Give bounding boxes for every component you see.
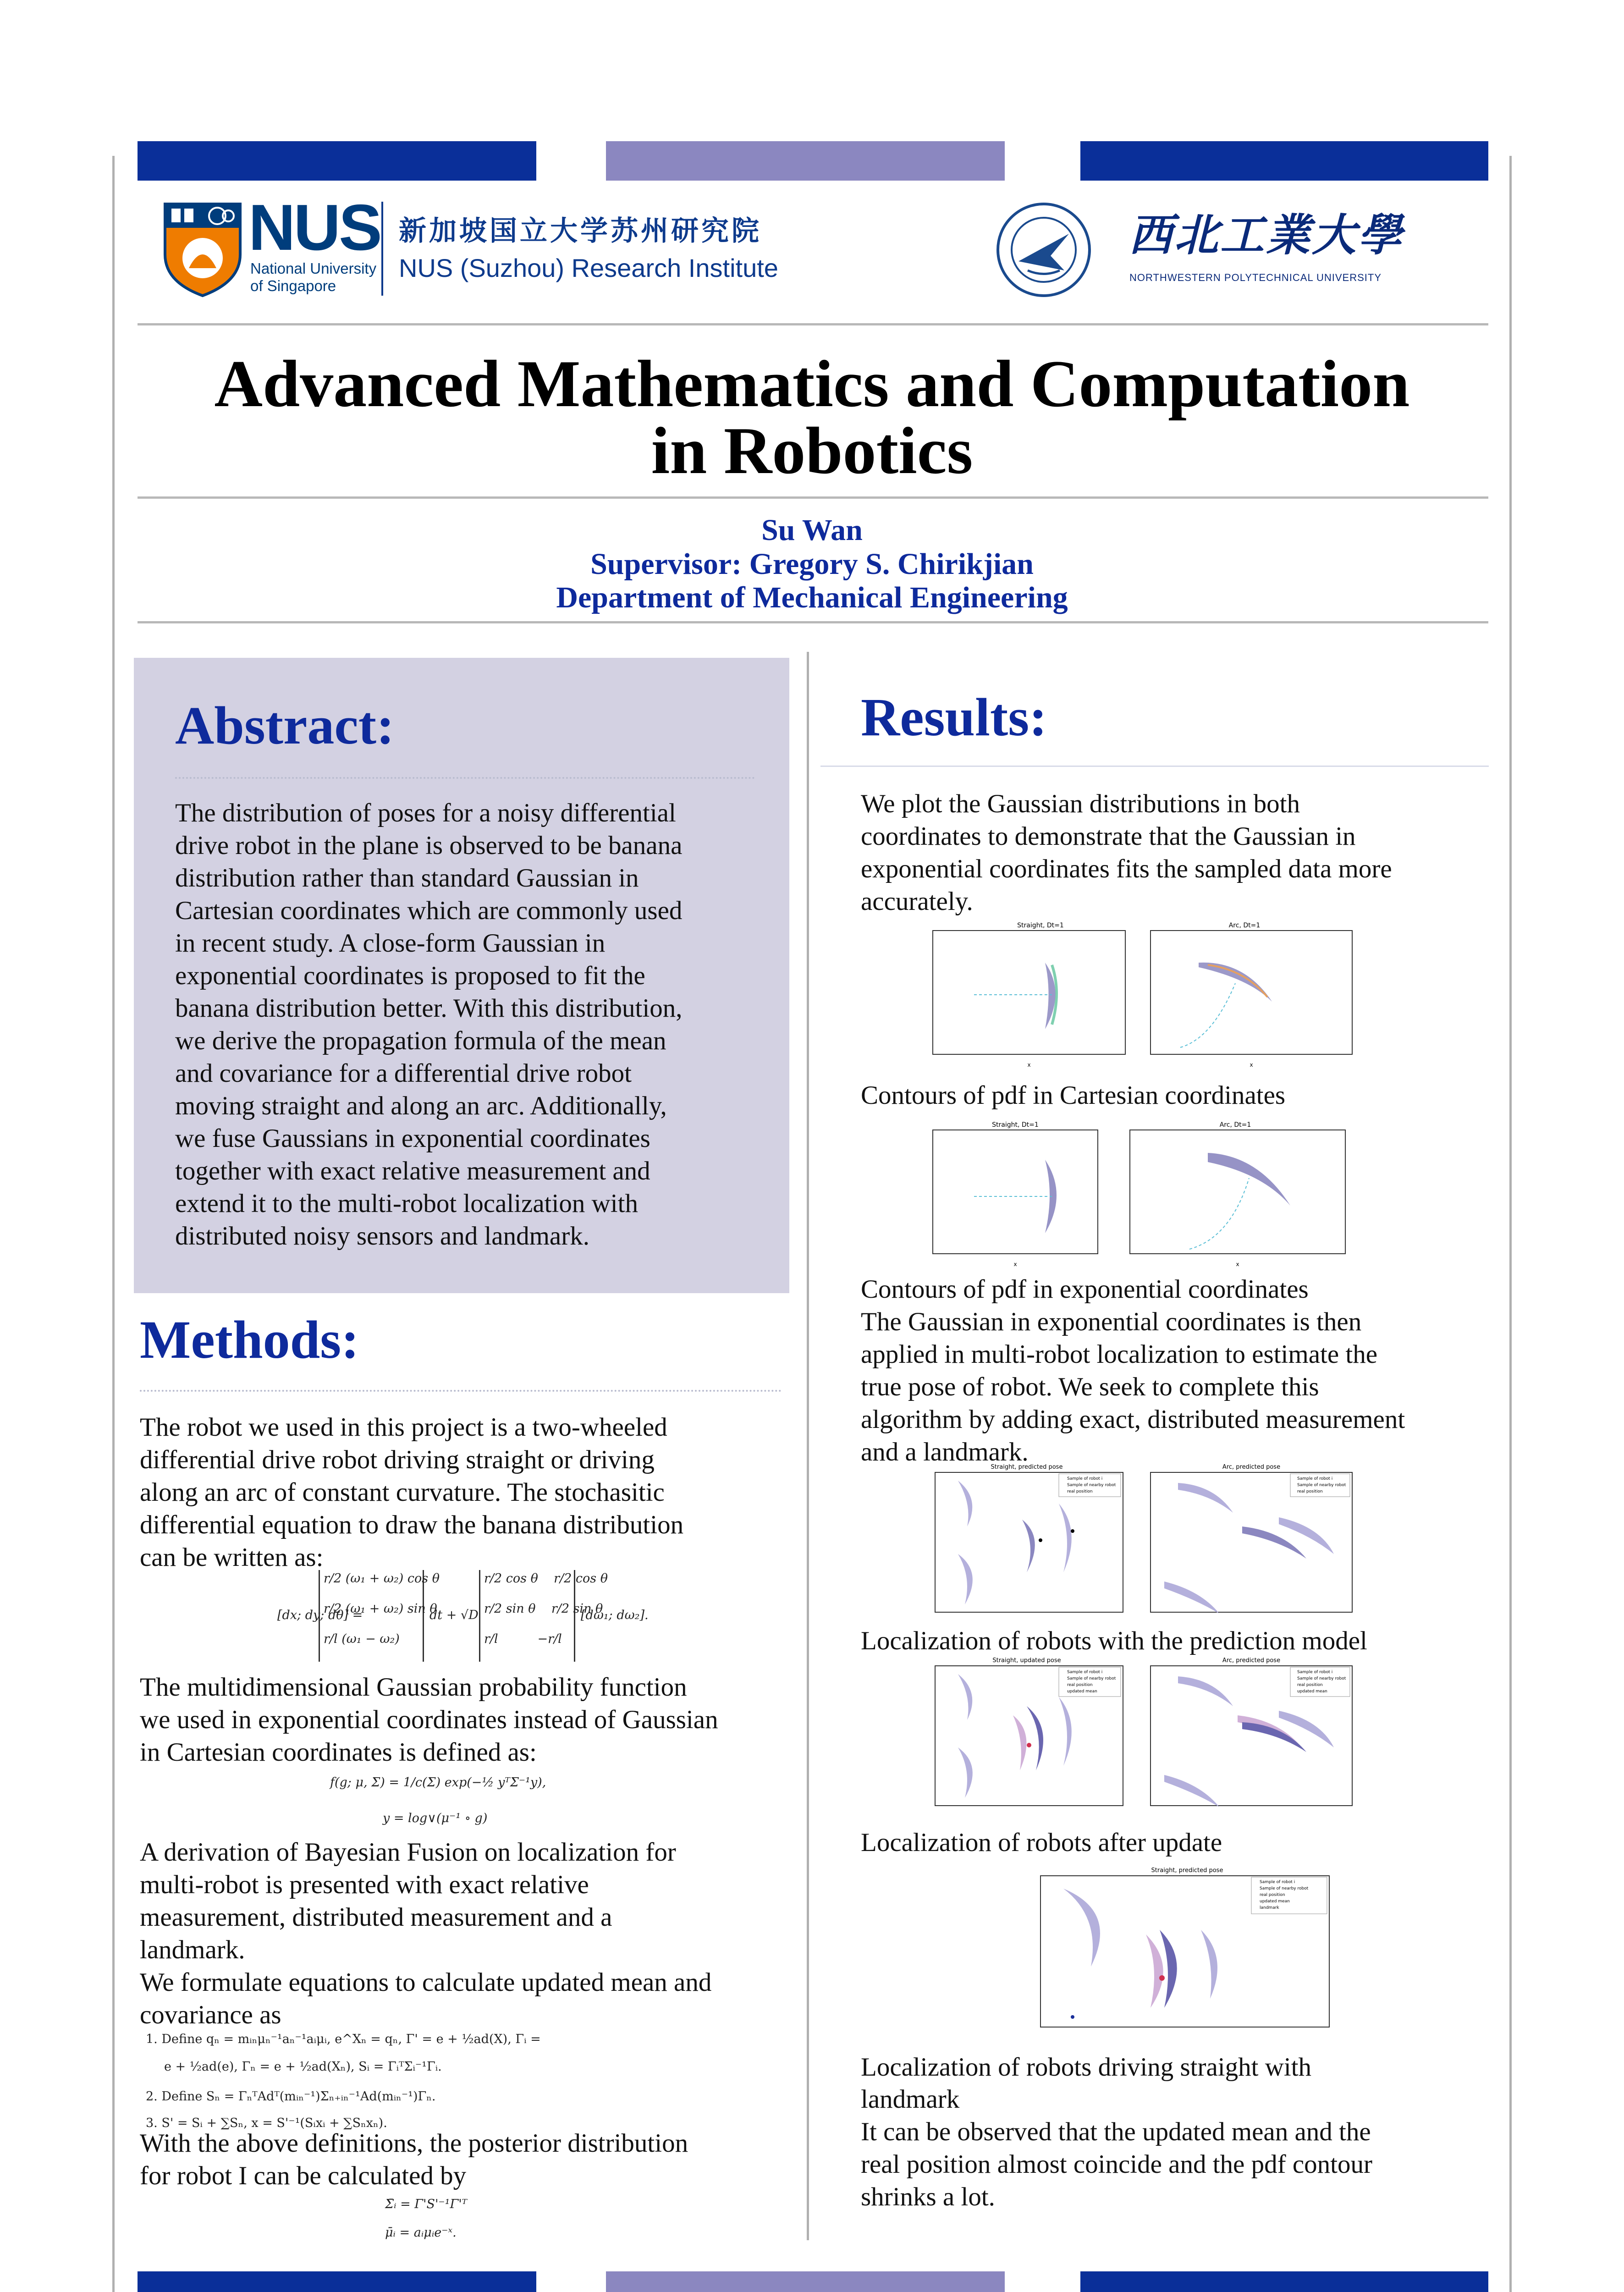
methods-paragraph-1 xyxy=(140,1411,800,1574)
fig3-right-legend-2: Sample of nearby robot xyxy=(1297,1483,1346,1488)
poster-title-line-1: Advanced Mathematics and Computation xyxy=(214,347,1410,421)
fig4-left-cluster-2 xyxy=(958,1747,973,1798)
gaussian-equation: f(g; μ, Σ) = 1/c(Σ) exp(−½ yᵀΣ⁻¹y), xyxy=(330,1775,546,1790)
fig3-right-legend-3: real position xyxy=(1297,1489,1323,1494)
methods-line: differential equation to draw the banana distribution xyxy=(140,1510,684,1539)
top-bar-left xyxy=(138,141,536,181)
abstract-line: distribution rather than standard Gaussian in xyxy=(175,864,639,893)
caption-exponential: Contours of pdf in exponential coordinates xyxy=(861,1275,1309,1304)
abstract-line: and covariance for a differential drive robot xyxy=(175,1059,632,1088)
fig3-left-real-2 xyxy=(1071,1529,1074,1533)
abstract-heading-underline xyxy=(175,777,755,779)
suzhou-institute-en: NUS (Suzhou) Research Institute xyxy=(399,253,778,282)
nwpu-seal-icon xyxy=(996,202,1092,298)
fig4-left-cluster-1 xyxy=(958,1674,972,1720)
sde-drift-row: r/2 (ω₁ + ω₂) cos θ xyxy=(324,1571,440,1586)
results-line: real position almost coincide and the pdf contour xyxy=(861,2150,1372,2179)
fig4-left-cluster-4 xyxy=(1027,1706,1043,1770)
abstract-text xyxy=(175,797,780,1252)
figure-exponential-svg xyxy=(914,1118,1373,1270)
fig3-left-cluster-2 xyxy=(958,1554,973,1604)
definition-1a: 1. Define qₙ = mᵢₙμₙ⁻¹aₙ⁻¹aᵢμᵢ, e^Xₙ = qₙ, Γ' = e + ½ad(X), Γᵢ = xyxy=(146,2032,541,2046)
fig4-right-legend-1: Sample of robot i xyxy=(1297,1670,1333,1675)
figure-landmark xyxy=(1027,1866,1348,2040)
fig4-left-legend-1: Sample of robot i xyxy=(1067,1670,1103,1675)
nwpu-logo xyxy=(996,202,1408,298)
header-divider-2 xyxy=(138,496,1488,499)
fig3-left-legend-2: Sample of nearby robot xyxy=(1067,1483,1116,1488)
methods-heading: Methods: xyxy=(140,1310,359,1370)
caption-cartesian: Contours of pdf in Cartesian coordinates xyxy=(861,1081,1286,1110)
caption-update: Localization of robots after update xyxy=(861,1828,1222,1857)
results-paragraph-3 xyxy=(861,2116,1493,2213)
fig1-left-axes xyxy=(933,931,1125,1054)
fig1-right-xlabel: x xyxy=(1250,1062,1253,1068)
fig5-landmark xyxy=(1071,2015,1074,2019)
sde-drift-row: r/l (ω₁ − ω₂) xyxy=(324,1632,400,1646)
nus-crest-icon xyxy=(161,199,244,298)
supervisor-name: Supervisor: Gregory S. Chirikjian xyxy=(590,547,1034,581)
fig1-left-xlabel: x xyxy=(1027,1062,1031,1068)
fig4-right-title: Arc, predicted pose xyxy=(1222,1657,1281,1664)
sde-lhs: [dx; dy; dθ] = xyxy=(277,1608,363,1622)
nus-logo xyxy=(161,191,817,305)
methods-paragraph-3 xyxy=(140,1836,800,2031)
definition-1b: e + ½ad(e), Γₙ = e + ½ad(Xₙ), Sᵢ = ΓᵢᵀΣᵢ⁻¹Γᵢ. xyxy=(164,2060,442,2074)
nwpu-name-cn: 西北工業大學 xyxy=(1129,209,1404,261)
fig1-right-title: Arc, Dt=1 xyxy=(1228,922,1261,929)
fig5-title: Straight, predicted pose xyxy=(1151,1867,1223,1874)
results-paragraph-2 xyxy=(861,1306,1493,1468)
header-divider-3 xyxy=(138,621,1488,623)
methods-line: we used in exponential coordinates instead of Gaussian xyxy=(140,1705,718,1734)
results-line: The Gaussian in exponential coordinates is then xyxy=(861,1307,1362,1336)
methods-line: covariance as xyxy=(140,2000,281,2029)
fig3-left-title: Straight, predicted pose xyxy=(991,1464,1063,1471)
methods-line: can be written as: xyxy=(140,1543,324,1572)
methods-line: along an arc of constant curvature. The stochasitic xyxy=(140,1478,665,1507)
abstract-line: exponential coordinates is proposed to fit the xyxy=(175,961,645,990)
methods-line: A derivation of Bayesian Fusion on localization for xyxy=(140,1838,676,1867)
log-equation: y = log∨(μ⁻¹ ∘ g) xyxy=(383,1811,488,1825)
author-name: Su Wan xyxy=(761,513,863,547)
fig1-left-title: Straight, Dt=1 xyxy=(1017,922,1064,929)
bottom-bar-right xyxy=(1080,2271,1488,2292)
abstract-line: The distribution of poses for a noisy differential xyxy=(175,799,676,827)
fig5-legend-5: landmark xyxy=(1260,1906,1279,1910)
results-line: We plot the Gaussian distributions in both xyxy=(861,789,1300,818)
fig4-left-cluster-3 xyxy=(1013,1715,1026,1770)
bottom-bar-left xyxy=(138,2271,536,2292)
fig2-right-dashed xyxy=(1189,1178,1249,1249)
figure-update xyxy=(921,1656,1380,1821)
fig5-cluster-4 xyxy=(1201,1930,1217,1999)
definition-3: 3. S' = Sᵢ + ∑Sₙ, x = S'⁻¹(Sᵢxᵢ + ∑Sₙxₙ). xyxy=(146,2116,387,2130)
page-border-right xyxy=(1509,156,1512,2292)
top-bar-center xyxy=(606,141,1005,181)
fig4-right-cluster-5 xyxy=(1164,1775,1219,1807)
fig4-left-legend-4: updated mean xyxy=(1067,1689,1097,1694)
sde-mid: dt + √D xyxy=(429,1608,479,1622)
results-line: and a landmark. xyxy=(861,1438,1029,1466)
results-heading: Results: xyxy=(861,687,1047,747)
nus-full-name-2: of Singapore xyxy=(250,277,336,294)
abstract-line: banana distribution better. With this distribution, xyxy=(175,994,683,1023)
fig5-legend-2: Sample of nearby robot xyxy=(1260,1886,1309,1891)
results-line: applied in multi-robot localization to estimate the xyxy=(861,1340,1378,1369)
results-line: It can be observed that the updated mean and the xyxy=(861,2117,1371,2146)
results-line: accurately. xyxy=(861,887,973,916)
nus-full-name-1: National University xyxy=(250,260,377,277)
nwpu-name-en: NORTHWESTERN POLYTECHNICAL UNIVERSITY xyxy=(1129,272,1382,283)
methods-heading-underline xyxy=(140,1390,782,1392)
caption-prediction: Localization of robots with the prediction model xyxy=(861,1626,1367,1655)
fig2-left-axes xyxy=(933,1130,1098,1254)
fig2-left-xlabel: x xyxy=(1013,1261,1017,1267)
fig5-updated-mean xyxy=(1159,1975,1165,1981)
methods-line: The robot we used in this project is a two-wheeled xyxy=(140,1413,667,1442)
results-line: true pose of robot. We seek to complete this xyxy=(861,1372,1319,1401)
bottom-bar-center xyxy=(606,2271,1005,2292)
poster-title-line-2: in Robotics xyxy=(651,413,973,488)
methods-line: We formulate equations to calculate updated mean and xyxy=(140,1968,712,1997)
fig3-left-legend-1: Sample of robot i xyxy=(1067,1477,1103,1481)
abstract-heading: Abstract: xyxy=(175,695,395,755)
fig5-cluster-2 xyxy=(1146,1934,1163,2008)
department-name: Department of Mechanical Engineering xyxy=(556,581,1068,614)
results-line: shrinks a lot. xyxy=(861,2182,995,2211)
figure-prediction xyxy=(921,1462,1380,1627)
abstract-line: we derive the propagation formula of the mean xyxy=(175,1026,666,1055)
figure-prediction-svg xyxy=(921,1462,1380,1627)
results-heading-underline xyxy=(820,766,1489,767)
figure-exponential-contours xyxy=(914,1118,1373,1270)
results-line: exponential coordinates fits the sampled data more xyxy=(861,854,1392,883)
fig2-right-samples xyxy=(1208,1153,1290,1206)
fig3-right-cluster-3 xyxy=(1279,1517,1334,1554)
fig4-left-legend-2: Sample of nearby robot xyxy=(1067,1676,1116,1681)
methods-line: measurement, distributed measurement and a xyxy=(140,1903,612,1932)
fig3-left-cluster-3 xyxy=(1022,1520,1035,1572)
abstract-line: we fuse Gaussians in exponential coordinates xyxy=(175,1124,650,1153)
sde-equation xyxy=(277,1570,649,1662)
fig4-right-legend-4: updated mean xyxy=(1297,1689,1327,1694)
fig3-left-cluster-4 xyxy=(1059,1504,1072,1572)
results-paragraph-1 xyxy=(861,788,1493,918)
fig3-left-cluster-1 xyxy=(958,1481,972,1526)
fig1-right-axes xyxy=(1151,931,1352,1054)
abstract-line: extend it to the multi-robot localization with xyxy=(175,1189,638,1218)
fig3-right-cluster-1 xyxy=(1178,1483,1233,1513)
methods-line: landmark. xyxy=(140,1935,245,1964)
fig5-legend-3: real position xyxy=(1260,1893,1285,1897)
sde-diffusion-row: r/2 cos θ r/2 cos θ xyxy=(484,1571,608,1586)
methods-line: multi-robot is presented with exact relative xyxy=(140,1870,589,1899)
column-divider xyxy=(807,652,809,2240)
fig5-legend-4: updated mean xyxy=(1260,1899,1290,1904)
results-line: algorithm by adding exact, distributed measurement xyxy=(861,1405,1405,1434)
fig4-left-legend-3: real position xyxy=(1067,1683,1093,1687)
abstract-line: drive robot in the plane is observed to be banana xyxy=(175,831,683,860)
abstract-line: moving straight and along an arc. Additionally, xyxy=(175,1091,667,1120)
definition-2: 2. Define Sₙ = ΓₙᵀAdᵀ(mᵢₙ⁻¹)Σₙ₊ᵢₙ⁻¹Ad(mᵢₙ⁻¹)Γₙ. xyxy=(146,2089,436,2104)
nus-wordmark: NUS xyxy=(248,191,380,264)
fig4-left-cluster-5 xyxy=(1059,1697,1072,1766)
logo-divider xyxy=(381,202,383,296)
abstract-line: in recent study. A close-form Gaussian in xyxy=(175,929,606,958)
caption-line: Localization of robots driving straight with xyxy=(861,2053,1312,2082)
fig5-legend-1: Sample of robot i xyxy=(1260,1880,1295,1884)
fig3-right-cluster-4 xyxy=(1164,1581,1219,1614)
sde-rhs: [dω₁; dω₂]. xyxy=(581,1608,649,1622)
suzhou-institute-cn: 新加坡国立大学苏州研究院 xyxy=(399,215,762,247)
sde-diffusion-row: r/2 sin θ r/2 sin θ xyxy=(484,1602,603,1616)
fig4-left-updated-mean xyxy=(1027,1743,1031,1747)
fig2-left-title: Straight, Dt=1 xyxy=(992,1121,1039,1129)
fig4-right-legend-3: real position xyxy=(1297,1683,1323,1687)
fig2-right-xlabel: x xyxy=(1236,1261,1239,1267)
figure-landmark-svg xyxy=(1027,1866,1348,2040)
fig4-right-cluster-1 xyxy=(1178,1676,1233,1706)
fig1-right-dashed xyxy=(1180,983,1235,1047)
fig4-right-legend-2: Sample of nearby robot xyxy=(1297,1676,1346,1681)
fig5-cluster-1 xyxy=(1063,1889,1100,1967)
fig3-right-title: Arc, predicted pose xyxy=(1222,1464,1281,1471)
fig3-left-legend-3: real position xyxy=(1067,1489,1093,1494)
sde-diffusion-row: r/l −r/l xyxy=(484,1632,562,1646)
fig2-right-axes xyxy=(1130,1130,1345,1254)
fig1-right-samples xyxy=(1199,963,1272,1002)
fig3-left-real-1 xyxy=(1039,1538,1042,1542)
top-bar-right xyxy=(1080,141,1488,181)
posterior-mean: μ̄ᵢ = aᵢμᵢe⁻ˣ. xyxy=(385,2226,457,2240)
methods-paragraph-2 xyxy=(140,1671,800,1769)
posterior-covariance: Σ̄ᵢ = Γ'S'⁻¹Γ'ᵀ xyxy=(385,2197,467,2211)
fig2-right-title: Arc, Dt=1 xyxy=(1219,1121,1251,1129)
figure-update-svg xyxy=(921,1656,1380,1821)
abstract-line: Cartesian coordinates which are commonly used xyxy=(175,896,683,925)
methods-line: in Cartesian coordinates is defined as: xyxy=(140,1738,537,1767)
figure-cartesian-contours xyxy=(914,919,1373,1070)
figure-cartesian-svg xyxy=(914,919,1373,1070)
caption-line: landmark xyxy=(861,2085,960,2114)
fig4-left-title: Straight, updated pose xyxy=(992,1657,1061,1664)
abstract-line: distributed noisy sensors and landmark. xyxy=(175,1222,589,1251)
page-border-left xyxy=(112,156,115,2292)
sde-diffusion-matrix xyxy=(479,1570,608,1662)
methods-line: With the above definitions, the posterior distribution xyxy=(140,2129,688,2158)
abstract-line: together with exact relative measurement and xyxy=(175,1157,650,1185)
sde-drift-matrix xyxy=(319,1570,440,1662)
methods-line: The multidimensional Gaussian probability function xyxy=(140,1673,687,1702)
methods-paragraph-4 xyxy=(140,2127,800,2192)
fig3-right-legend-1: Sample of robot i xyxy=(1297,1477,1333,1481)
methods-line: for robot I can be calculated by xyxy=(140,2161,467,2190)
methods-line: differential drive robot driving straight or driving xyxy=(140,1445,655,1474)
sde-drift-row: r/2 (ω₁ + ω₂) sin θ xyxy=(324,1602,437,1616)
caption-landmark xyxy=(861,2051,1493,2116)
fig4-right-cluster-4 xyxy=(1279,1711,1334,1747)
results-line: coordinates to demonstrate that the Gaussian in xyxy=(861,822,1356,851)
header-divider-1 xyxy=(138,323,1488,325)
